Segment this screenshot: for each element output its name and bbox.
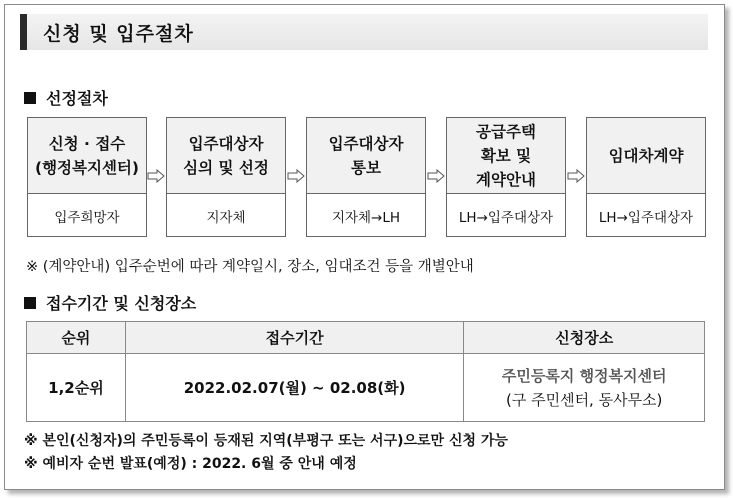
rank-cell: 1,2순위 [27, 354, 126, 422]
step-actor: LH→입주대상자 [598, 209, 694, 226]
step-contract [586, 117, 706, 237]
step-actor: 지자체→LH [331, 209, 401, 226]
page-title: 신청 및 입주절차 [43, 22, 194, 45]
step-title [167, 118, 285, 194]
step-title-line: 확보 및 [480, 146, 532, 165]
column-header: 신청장소 [464, 322, 705, 354]
section-heading-label: 접수기간 및 신청장소 [46, 294, 197, 313]
hollow-arrow-icon [286, 168, 306, 184]
place-primary: 주민등록지 행정복지센터 [501, 366, 667, 385]
step-title-line: (행정복지센터) [34, 158, 139, 177]
step-title-line: 공급주택 [476, 122, 536, 141]
step-review [166, 117, 286, 237]
step-title-line: 임대차계약 [608, 146, 684, 165]
section-heading-label: 선정절차 [46, 89, 108, 108]
step-title-line: 입주대상자 [188, 134, 264, 153]
hollow-arrow-icon [426, 168, 446, 184]
step-title-line: 심의 및 선정 [183, 158, 269, 177]
place-cell [464, 354, 705, 422]
process-flow [27, 117, 707, 237]
step-title-line: 계약안내 [476, 170, 536, 189]
step-title [447, 118, 565, 194]
note-residence-restriction: ※ 본인(신청자)의 주민등록이 등재된 지역(부평구 또는 서구)으로만 신청 가능 [24, 433, 508, 449]
schedule-table [26, 321, 705, 422]
step-title [587, 118, 705, 194]
step-title [28, 118, 146, 194]
title-bar [20, 14, 708, 50]
column-header: 순위 [27, 322, 126, 354]
period-cell: 2022.02.07(월) ~ 02.08(화) [125, 354, 464, 422]
place-secondary: (구 주민센터, 동사무소) [505, 390, 663, 409]
hollow-arrow-icon [146, 168, 166, 184]
step-actor: 지자체 [206, 209, 246, 226]
section-heading-period-place [24, 291, 196, 314]
step-actor: LH→입주대상자 [458, 209, 554, 226]
step-housing [446, 117, 566, 237]
note-contract-guide: ※ (계약안내) 입주순번에 따라 계약일시, 장소, 임대조건 등을 개별안내 [26, 259, 474, 275]
step-actor: 입주희망자 [54, 209, 120, 226]
table-header-row [27, 322, 705, 354]
step-notify [306, 117, 426, 237]
square-bullet-icon [24, 297, 36, 309]
square-bullet-icon [24, 92, 36, 104]
step-title [307, 118, 425, 194]
table-row [27, 354, 705, 422]
column-header: 접수기간 [125, 322, 464, 354]
step-apply [27, 117, 147, 237]
step-title-line: 신청 · 접수 [48, 134, 126, 153]
hollow-arrow-icon [566, 168, 586, 184]
step-title-line: 입주대상자 [328, 134, 404, 153]
note-waitlist-announcement: ※ 예비자 순번 발표(예정) : 2022. 6월 중 안내 예정 [24, 456, 357, 472]
section-heading-selection [24, 86, 108, 109]
step-title-line: 통보 [351, 158, 381, 177]
